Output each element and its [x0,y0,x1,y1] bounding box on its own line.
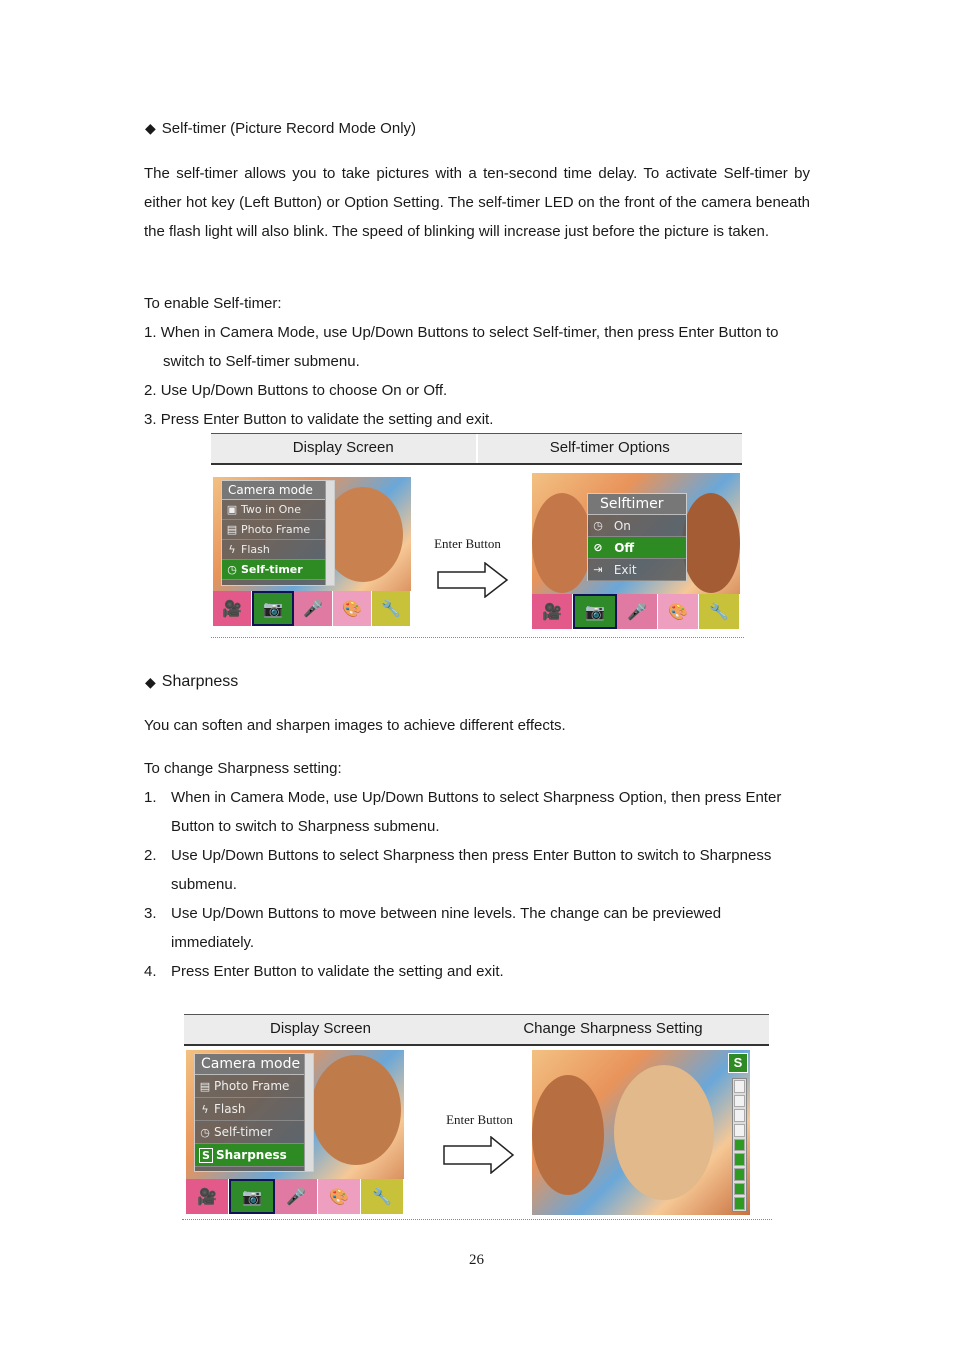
flash-icon: ϟ [228,543,236,556]
sharpness-level-bar [732,1078,747,1212]
voice-mode-icon: 🎤 [294,591,333,626]
menu-item-exit: ⇥ Exit [588,559,686,581]
enter-button-label: Enter Button [446,1112,513,1127]
menu-scrollbar [325,481,334,585]
table-bottom-rule [182,1219,772,1220]
sharpness-level-segment [734,1139,745,1152]
sharpness-step-4: 4. Press Enter Button to validate the setting and exit. [144,963,504,980]
menu-title: Camera mode [195,1054,313,1075]
photo-frame-icon: ▤ [199,1079,211,1093]
header-selftimer-options: Self-timer Options [549,439,670,456]
enter-button-label: Enter Button [434,536,501,551]
sharpness-step-3: 3. Use Up/Down Buttons to move between nine levels. The change can be previewed immediately. [144,905,722,951]
camera-mode-menu [221,480,335,586]
self-timer-icon: ◷ [200,1125,210,1139]
selftimer-enable-heading: To enable Self-timer: [144,295,282,312]
right-arrow-icon [443,1136,515,1174]
menu-item-on: ◷ On [588,515,686,537]
menu-scrollbar [304,1054,313,1171]
menu-item-sharpness: S Sharpness [195,1144,313,1167]
sharpness-steps [144,783,824,986]
selftimer-display-screen [213,477,411,626]
menu-title: Camera mode [222,481,334,500]
selftimer-table-header [211,433,742,465]
selftimer-title: Self-timer (Picture Record Mode Only) [161,120,417,137]
flash-icon: ϟ [201,1102,209,1116]
photo-frame-icon: ▤ [226,523,238,536]
sharpness-level-segment [734,1124,745,1137]
selftimer-step-1: 1. When in Camera Mode, use Up/Down Buttons to select Self-timer, then press Enter Button to [144,324,779,341]
setup-mode-icon: 🔧 [372,591,411,626]
selftimer-steps [144,318,824,434]
sharpness-display-screen [186,1050,404,1214]
timer-on-icon: ◷ [593,519,603,532]
timer-off-icon: ⊘ [593,541,603,554]
header-display-screen: Display Screen [270,1020,371,1037]
voice-mode-icon: 🎤 [617,594,658,629]
effect-mode-icon: 🎨 [318,1179,361,1214]
sharpness-level-segment [734,1197,745,1210]
voice-mode-icon: 🎤 [275,1179,318,1214]
selftimer-heading [145,120,416,137]
header-display-screen: Display Screen [292,439,394,456]
right-arrow-icon [437,562,509,598]
table-bottom-rule [211,637,744,638]
camera-mode-icon: 📷 [573,594,617,629]
sharpness-icon: S [199,1148,213,1163]
diamond-bullet-icon: ◆ [145,120,156,136]
setup-mode-icon: 🔧 [361,1179,404,1214]
selftimer-step-1-cont: switch to Self-timer submenu. [163,353,360,370]
camera-mode-menu [194,1053,314,1172]
selftimer-step-2: 2. Use Up/Down Buttons to choose On or Off. [144,382,448,399]
menu-item-off: ⊘ Off [588,537,686,559]
sharpness-step-1: 1. When in Camera Mode, use Up/Down Buttons to select Sharpness Option, then press Enter Button to switch to Sharpness submenu. [144,789,782,835]
sharpness-heading [145,673,238,691]
menu-item-self-timer: ◷ Self-timer [195,1121,313,1144]
sharpness-level-segment [734,1168,745,1181]
menu-item-flash: ϟ Flash [195,1098,313,1121]
camera-mode-icon: 📷 [229,1179,275,1214]
mode-icon-bar [532,594,740,629]
selftimer-step-3: 3. Press Enter Button to validate the setting and exit. [144,411,494,428]
effect-mode-icon: 🎨 [333,591,372,626]
menu-item-two-in-one: ▣ Two in One [222,500,334,520]
sharpness-level-segment [734,1153,745,1166]
sharpness-badge: S [728,1053,748,1073]
sharpness-preview-screen [532,1050,750,1215]
sharpness-intro: You can soften and sharpen images to achieve different effects. [144,717,566,734]
video-mode-icon: 🎥 [186,1179,229,1214]
setup-mode-icon: 🔧 [699,594,740,629]
sharpness-level-segment [734,1080,745,1093]
menu-item-self-timer: ◷ Self-timer [222,560,334,580]
sharpness-level-segment [734,1183,745,1196]
video-mode-icon: 🎥 [532,594,573,629]
sharpness-change-heading: To change Sharpness setting: [144,760,342,777]
self-timer-icon: ◷ [227,563,237,576]
camera-mode-icon: 📷 [252,591,294,626]
two-in-one-icon: ▣ [226,503,238,516]
sharpness-level-segment [734,1095,745,1108]
selftimer-options-screen [532,473,740,629]
sharpness-table-header [184,1014,769,1046]
menu-item-flash: ϟ Flash [222,540,334,560]
sharpness-level-segment [734,1109,745,1122]
selftimer-menu [587,493,687,581]
sharpness-title: Sharpness [161,673,239,690]
video-mode-icon: 🎥 [213,591,252,626]
mode-icon-bar [186,1179,404,1214]
menu-item-photo-frame: ▤ Photo Frame [222,520,334,540]
effect-mode-icon: 🎨 [658,594,699,629]
selftimer-intro: The self-timer allows you to take pictures with a ten-second time delay. To activate Self-timer by either hot key (Left Button) or Option Setting. The self-timer LED on the front of the camera beneath the flash light will also blink. The speed of blinking will increase just before the picture is taken. [144,165,810,240]
header-change-sharpness: Change Sharpness Setting [523,1020,703,1037]
sharpness-step-2: 2. Use Up/Down Buttons to select Sharpness then press Enter Button to switch to Sharpness submenu. [144,847,772,893]
menu-title: Selftimer [588,494,686,515]
page-number: 26 [469,1252,484,1268]
mode-icon-bar [213,591,411,626]
diamond-bullet-icon: ◆ [145,673,156,690]
exit-icon: ⇥ [593,563,603,576]
menu-item-photo-frame: ▤ Photo Frame [195,1075,313,1098]
